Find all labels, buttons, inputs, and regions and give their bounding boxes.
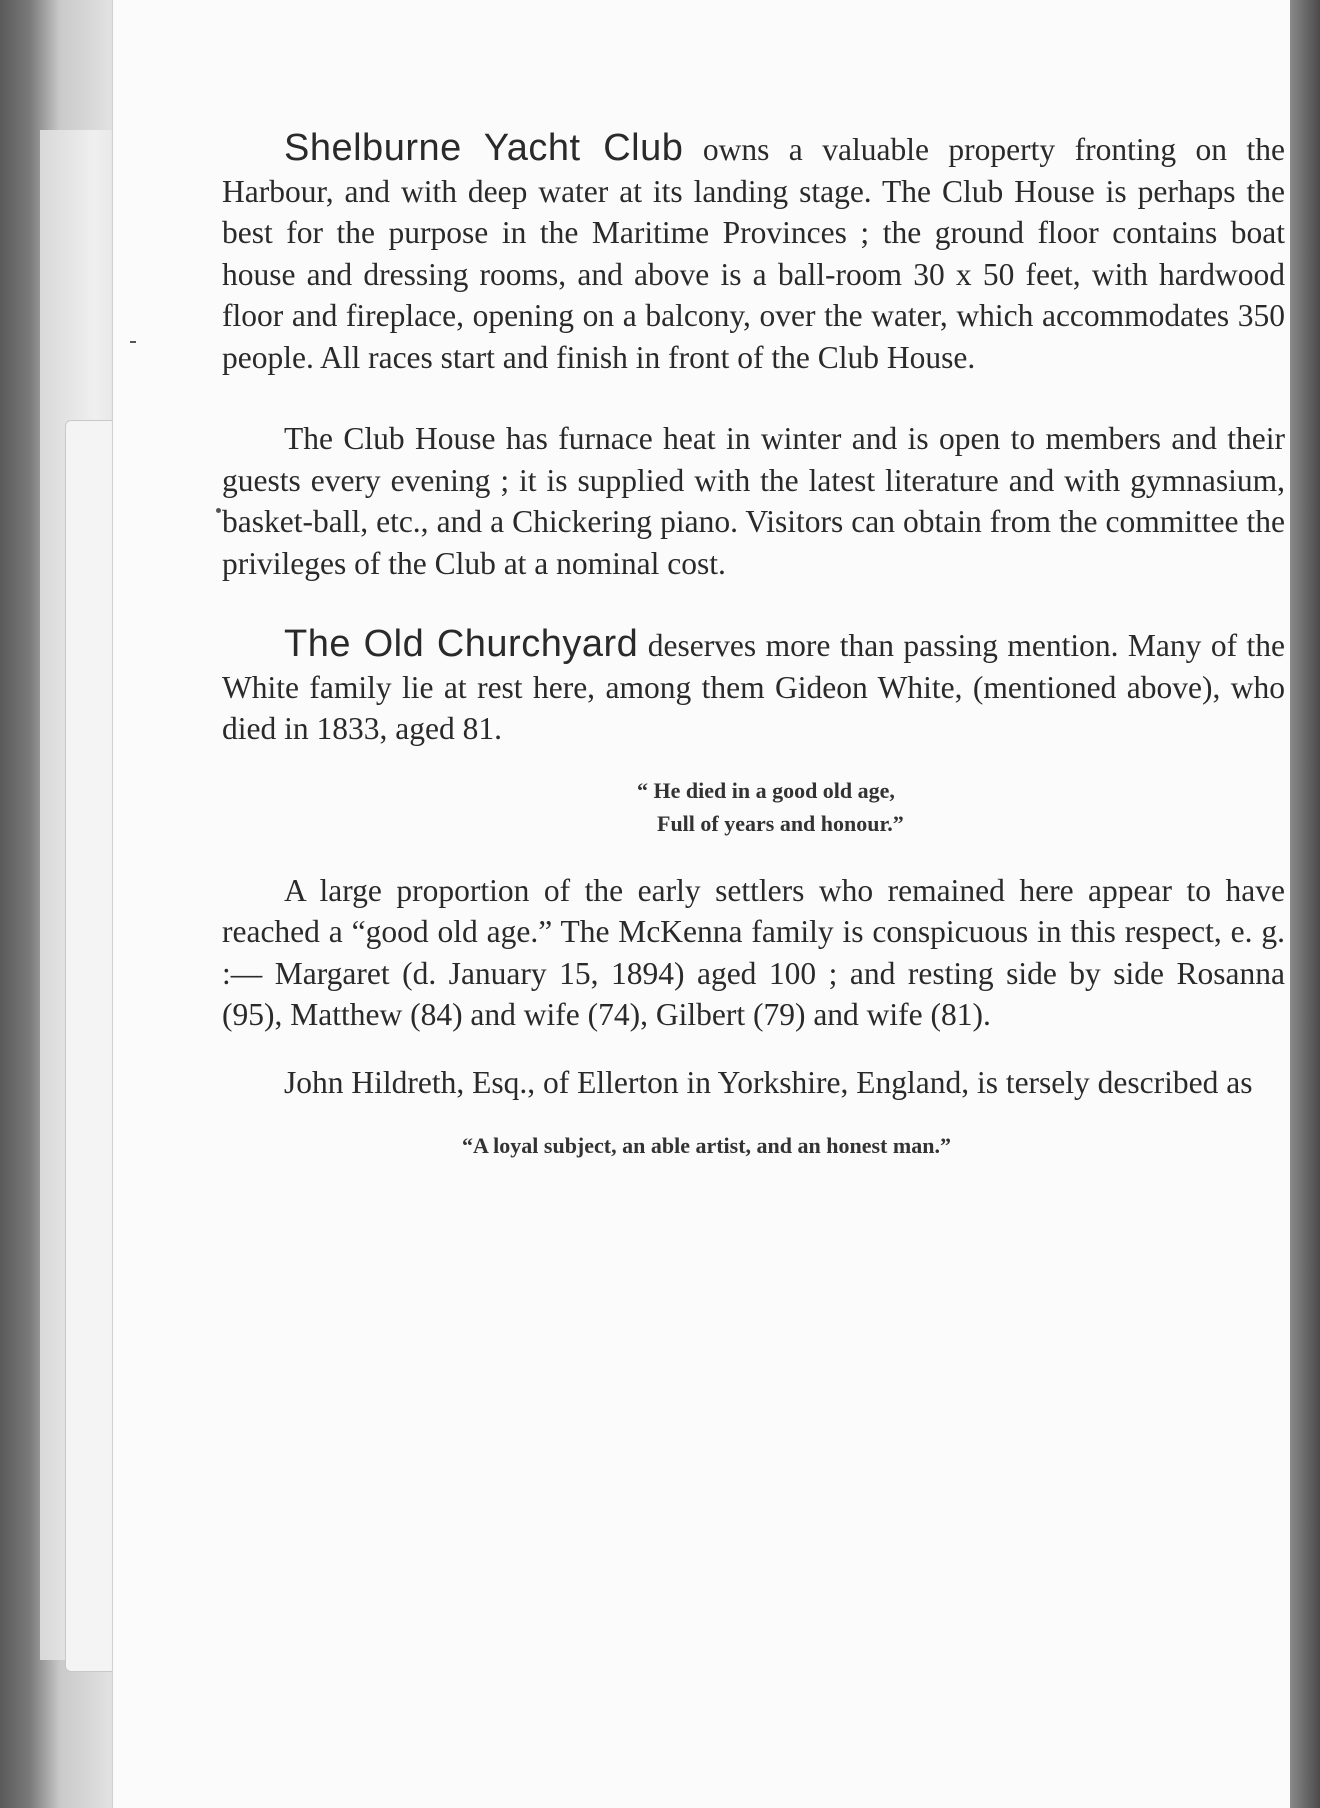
lead-heading-yacht-club: Shelburne Yacht Club [284, 127, 684, 169]
paragraph-body: John Hildreth, Esq., of Ellerton in Yorkshire, England, is tersely described as [284, 1064, 1253, 1100]
paragraph-body: A large proportion of the early settlers who remained here appear to have reached a “good old age.” The McKenna family is conspicuous in this respect, e. g. :— Margaret (d. January 15, 1894) aged 100 ; and resting side by side Rosanna (95), Matthew (84) and wife (74), Gilbert (79) and wife (81). [222, 872, 1285, 1032]
epitaph-line-2: Full of years and honour.” [657, 810, 904, 836]
margin-tick [130, 341, 136, 343]
margin-dot [216, 508, 221, 513]
paragraph-settlers [222, 870, 1285, 1036]
page-text [222, 128, 1285, 1159]
epitaph-quote [222, 774, 1285, 840]
paragraph-body: deserves more than passing mention. Many of the White family lie at rest here, among them Gideon White, (mentioned above), who died in 1833, aged 81. [222, 628, 1285, 746]
paragraph-club-house [222, 418, 1285, 584]
paragraph-churchyard [222, 624, 1285, 750]
lead-heading-churchyard: The Old Churchyard [284, 623, 639, 665]
hildreth-quote: “A loyal subject, an able artist, and an honest man.” [462, 1133, 951, 1158]
scan-right-edge [1290, 0, 1320, 1808]
paragraph-yacht-club [222, 128, 1285, 378]
paragraph-body: owns a valuable property fronting on the Harbour, and with deep water at its landing stage. The Club House is perhaps the best for the purpose in the Maritime Provinces ; the ground floor contains boat house and dressing rooms, and above is a ball-room 30 x 50 feet, with hardwood floor and fireplace, opening on a balcony, over the water, which accommodates 350 people. All races start and finish in front of the Club House. [222, 132, 1285, 375]
paragraph-body: The Club House has furnace heat in winter and is open to members and their guests every evening ; it is supplied with the latest literature and with gymnasium, basket-ball, etc., and a Chickering piano. Visitors can obtain from the committee the privileges of the Club at a nominal cost. [222, 421, 1285, 581]
epitaph-line-1: “ He died in a good old age, [637, 777, 895, 803]
paragraph-hildreth [222, 1062, 1285, 1104]
